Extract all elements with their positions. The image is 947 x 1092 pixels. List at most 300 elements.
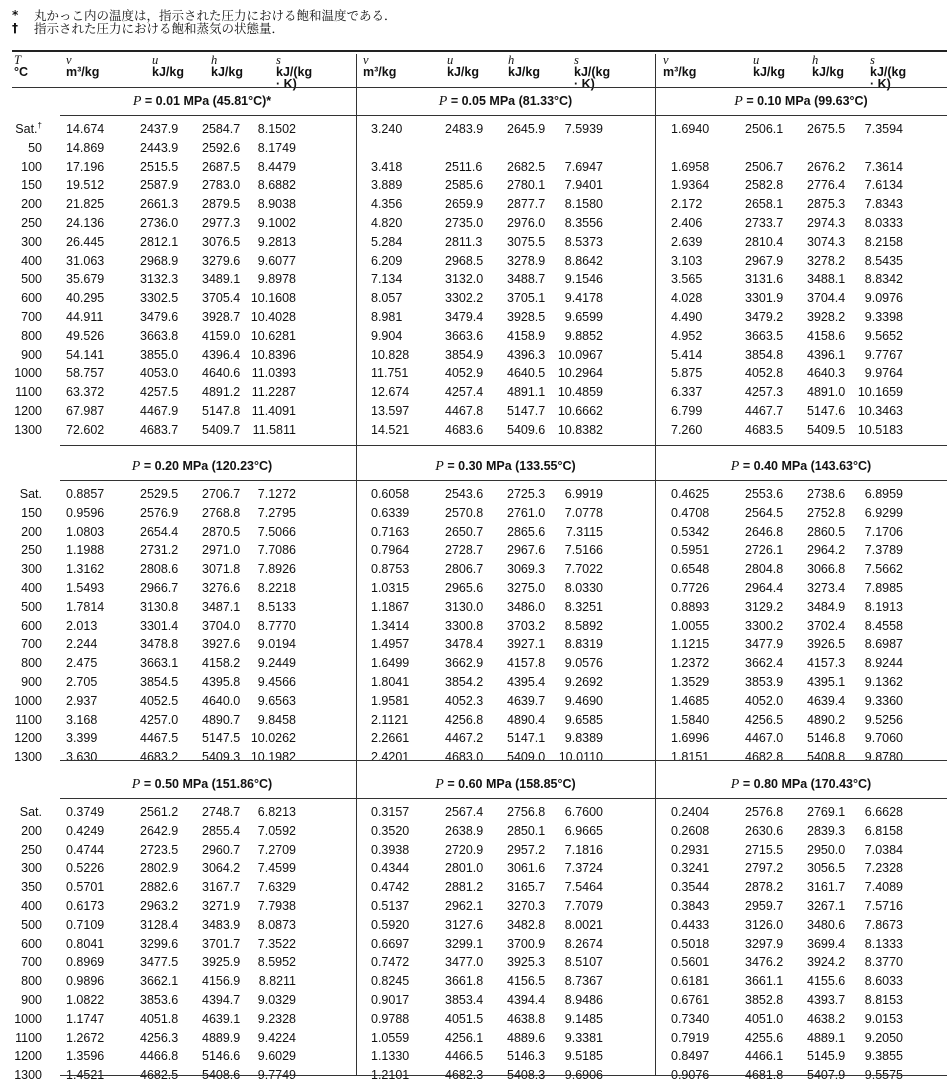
internal-energy-cell: 2630.6 <box>745 823 784 838</box>
specific-volume-cell: 0.6173 <box>66 899 105 913</box>
enthalpy-cell: 3488.7 <box>507 272 546 287</box>
entropy-cell: 6.8213 <box>257 805 296 819</box>
enthalpy-cell: 3926.5 <box>807 637 846 652</box>
enthalpy-cell: 3056.5 <box>807 861 846 876</box>
internal-energy-cell: 4466.8 <box>140 1049 179 1064</box>
specific-volume-cell: 0.4742 <box>371 880 410 895</box>
internal-energy-cell: 3479.2 <box>745 310 784 324</box>
internal-energy-cell: 2529.5 <box>140 487 179 501</box>
temperature-cell: 200 <box>21 197 42 212</box>
enthalpy-cell: 3165.7 <box>507 880 546 895</box>
entropy-cell: 8.1913 <box>864 599 903 614</box>
internal-energy-cell: 3132.3 <box>140 272 179 287</box>
enthalpy-cell: 4639.1 <box>202 1011 241 1026</box>
specific-volume-cell: 0.6697 <box>371 936 410 951</box>
specific-volume-cell: 2.172 <box>671 197 703 212</box>
table-row <box>0 953 947 971</box>
enthalpy-cell: 4157.8 <box>507 656 546 671</box>
specific-volume-cell: 14.869 <box>66 140 105 155</box>
header-entropy <box>870 54 906 90</box>
temperature-cell: 1200 <box>14 731 42 746</box>
block-bottom-rule <box>60 1075 947 1076</box>
specific-volume-cell: 0.7964 <box>371 543 410 558</box>
temperature-cell: 700 <box>21 637 42 652</box>
entropy-cell: 9.4690 <box>564 693 603 708</box>
entropy-cell: 10.0967 <box>557 347 603 362</box>
enthalpy-cell: 4156.5 <box>507 974 546 989</box>
pressure-symbol: P <box>131 777 141 792</box>
specific-volume-cell: 1.8041 <box>371 675 410 689</box>
entropy-cell: 9.3360 <box>864 693 903 708</box>
pressure-value: 0.60 MPa (158.85°C) <box>458 777 576 791</box>
internal-energy-cell: 4257.4 <box>445 385 484 400</box>
entropy-cell: 7.7079 <box>564 899 603 913</box>
entropy-cell: 8.9486 <box>564 993 603 1007</box>
specific-volume-cell: 2.1121 <box>371 712 409 727</box>
entropy-cell: 9.2449 <box>257 656 296 671</box>
entropy-cell: 6.9299 <box>864 505 903 520</box>
enthalpy-cell: 3482.8 <box>507 917 546 932</box>
internal-energy-cell: 2642.9 <box>140 823 179 838</box>
specific-volume-cell: 1.5493 <box>66 581 105 595</box>
entropy-cell: 9.2692 <box>564 675 603 689</box>
specific-volume-cell: 1.1330 <box>371 1049 410 1064</box>
specific-volume-cell: 2.4201 <box>371 750 410 765</box>
table-row <box>0 383 947 401</box>
enthalpy-cell: 4157.3 <box>807 656 846 671</box>
internal-energy-cell: 3853.6 <box>140 993 179 1007</box>
specific-volume-cell: 1.2372 <box>671 656 710 671</box>
enthalpy-cell: 3489.1 <box>202 272 241 287</box>
specific-volume-cell: 3.565 <box>671 272 703 287</box>
enthalpy-cell: 4395.4 <box>507 675 546 689</box>
enthalpy-cell: 2780.1 <box>507 178 546 193</box>
enthalpy-cell: 5409.0 <box>507 750 546 765</box>
enthalpy-cell: 2768.8 <box>202 505 241 520</box>
internal-energy-cell: 2553.6 <box>745 487 784 501</box>
pressure-symbol: P <box>435 777 444 792</box>
internal-energy-cell: 3302.2 <box>445 291 484 306</box>
entropy-cell: 7.1272 <box>257 487 296 501</box>
entropy-cell: 9.2328 <box>257 1011 296 1026</box>
table-row <box>0 176 947 194</box>
internal-energy-cell: 3853.4 <box>445 993 484 1007</box>
internal-energy-cell: 4683.5 <box>745 422 784 437</box>
internal-energy-cell: 4052.0 <box>745 693 784 708</box>
enthalpy-cell: 2974.3 <box>807 216 846 230</box>
specific-volume-cell: 1.1867 <box>371 599 410 614</box>
enthalpy-cell: 2870.5 <box>202 524 241 539</box>
entropy-cell: 9.0329 <box>257 993 296 1007</box>
enthalpy-cell: 5147.6 <box>807 404 846 418</box>
enthalpy-cell: 2875.3 <box>807 197 846 212</box>
specific-volume-cell: 0.6181 <box>671 974 710 989</box>
table-row <box>0 1047 947 1065</box>
equals-sign: = <box>447 777 455 791</box>
temperature-cell: 1300 <box>14 422 42 437</box>
specific-volume-cell: 17.196 <box>66 159 105 174</box>
specific-volume-cell: 0.4344 <box>371 861 410 876</box>
internal-energy-cell: 2731.2 <box>140 543 179 558</box>
enthalpy-cell: 4158.6 <box>807 328 846 343</box>
internal-energy-cell: 2966.7 <box>140 581 179 595</box>
internal-energy-cell: 2658.1 <box>745 197 784 212</box>
entropy-cell: 8.1502 <box>257 122 296 136</box>
internal-energy-cell: 2878.2 <box>745 880 784 895</box>
table-top-rule <box>12 50 947 52</box>
header-enthalpy <box>211 54 243 78</box>
enthalpy-cell: 2752.8 <box>807 505 846 520</box>
temperature-cell: 1100 <box>15 712 42 727</box>
header-symbol: v <box>363 53 369 67</box>
pressure-symbol: P <box>730 459 740 474</box>
entropy-cell: 7.4089 <box>864 880 903 895</box>
enthalpy-cell: 3275.0 <box>507 581 546 595</box>
temperature-cell: 50 <box>28 140 42 155</box>
header-enthalpy <box>508 54 540 78</box>
entropy-cell: 9.2050 <box>864 1030 903 1045</box>
dagger-mark: † <box>37 120 42 130</box>
temperature-cell: 900 <box>21 993 42 1007</box>
entropy-cell: 9.8458 <box>257 712 296 727</box>
pressure-symbol: P <box>438 94 448 109</box>
enthalpy-cell: 4638.8 <box>507 1011 546 1026</box>
enthalpy-cell: 5409.5 <box>807 422 846 437</box>
column-separator <box>655 445 656 772</box>
internal-energy-cell: 3663.8 <box>140 328 179 343</box>
internal-energy-cell: 4466.5 <box>445 1049 484 1064</box>
enthalpy-cell: 2967.6 <box>507 543 546 558</box>
entropy-cell: 9.6906 <box>564 1068 603 1083</box>
entropy-cell: 8.0021 <box>564 917 603 932</box>
enthalpy-cell: 4891.2 <box>202 385 241 400</box>
specific-volume-cell: 0.2931 <box>671 842 710 857</box>
temperature-cell: Sat. <box>19 805 42 819</box>
table-row <box>0 346 947 364</box>
enthalpy-cell: 4640.6 <box>202 366 241 381</box>
specific-volume-cell: 8.057 <box>371 291 403 306</box>
entropy-cell: 7.7938 <box>257 899 296 913</box>
table-row <box>0 523 947 541</box>
internal-energy-cell: 2959.7 <box>745 899 784 913</box>
internal-energy-cell: 2646.8 <box>745 524 784 539</box>
enthalpy-cell: 3484.9 <box>807 599 846 614</box>
pressure-title <box>655 775 947 793</box>
entropy-cell: 11.0393 <box>251 366 296 381</box>
internal-energy-cell: 3476.2 <box>745 955 784 970</box>
internal-energy-cell: 3854.2 <box>445 675 484 689</box>
entropy-cell: 8.8642 <box>564 253 603 268</box>
temperature-cell: 500 <box>21 599 42 614</box>
internal-energy-cell: 2963.2 <box>140 899 179 913</box>
internal-energy-cell: 4683.7 <box>140 422 179 437</box>
table-row <box>0 139 947 157</box>
entropy-cell: 9.5256 <box>864 712 903 727</box>
table-row <box>0 289 947 307</box>
specific-volume-cell: 4.490 <box>671 310 703 324</box>
enthalpy-cell: 2776.4 <box>807 178 846 193</box>
specific-volume-cell: 2.2661 <box>371 731 410 746</box>
enthalpy-cell: 5146.6 <box>202 1049 241 1064</box>
table-row <box>0 859 947 877</box>
header-unit: m³/kg <box>363 65 397 79</box>
specific-volume-cell: 0.7109 <box>66 917 105 932</box>
entropy-cell: 9.8780 <box>864 750 903 765</box>
enthalpy-cell: 2957.2 <box>507 842 546 857</box>
pressure-value: 0.50 MPa (151.86°C) <box>154 777 273 791</box>
table-row <box>0 541 947 559</box>
enthalpy-cell: 2676.2 <box>807 159 846 174</box>
pressure-value: 0.40 MPa (143.63°C) <box>753 459 872 473</box>
entropy-cell: 9.1002 <box>257 216 296 230</box>
specific-volume-cell: 0.3544 <box>671 880 710 895</box>
internal-energy-cell: 4257.0 <box>140 712 179 727</box>
internal-energy-cell: 4257.5 <box>140 385 179 400</box>
pressure-value: 0.10 MPa (99.63°C) <box>757 94 868 108</box>
internal-energy-cell: 3662.9 <box>445 656 484 671</box>
table-row <box>0 991 947 1009</box>
equals-sign: = <box>144 94 153 108</box>
internal-energy-cell: 3479.4 <box>445 310 484 324</box>
specific-volume-cell: 0.3241 <box>671 861 710 876</box>
table-row <box>0 598 947 616</box>
specific-volume-cell: 31.063 <box>66 253 105 268</box>
entropy-cell: 7.0384 <box>864 842 903 857</box>
temperature-cell: 100 <box>21 159 42 174</box>
entropy-cell: 10.0110 <box>558 750 603 765</box>
entropy-cell: 9.4566 <box>257 675 296 689</box>
entropy-cell: 7.2328 <box>864 861 903 876</box>
entropy-cell: 8.4558 <box>864 618 903 633</box>
specific-volume-cell: 1.4957 <box>371 637 410 652</box>
table-row <box>0 579 947 597</box>
specific-volume-cell: 1.3596 <box>66 1049 105 1064</box>
equals-sign: = <box>143 459 152 473</box>
header-symbol: u <box>753 53 760 67</box>
enthalpy-cell: 4891.0 <box>807 385 846 400</box>
internal-energy-cell: 4257.3 <box>745 385 784 400</box>
specific-volume-cell: 58.757 <box>66 366 105 381</box>
specific-volume-cell: 0.8245 <box>371 974 410 989</box>
entropy-cell: 8.2674 <box>564 936 603 951</box>
enthalpy-cell: 3076.5 <box>202 234 241 249</box>
entropy-cell: 8.3251 <box>564 599 603 614</box>
enthalpy-cell: 3927.1 <box>507 637 546 652</box>
internal-energy-cell: 2511.6 <box>445 159 483 174</box>
temperature-cell: 150 <box>21 178 42 193</box>
specific-volume-cell: 4.952 <box>671 328 703 343</box>
entropy-cell: 6.7600 <box>564 805 603 819</box>
entropy-cell: 9.6029 <box>257 1049 296 1064</box>
entropy-cell: 7.0778 <box>564 505 603 520</box>
header-symbol: u <box>447 53 454 67</box>
entropy-cell: 7.2709 <box>257 842 296 857</box>
enthalpy-cell: 5409.7 <box>202 422 241 437</box>
enthalpy-cell: 3278.2 <box>807 253 846 268</box>
internal-energy-cell: 3302.5 <box>140 291 179 306</box>
enthalpy-cell: 3271.9 <box>202 899 241 913</box>
temperature-cell: 800 <box>21 974 42 989</box>
entropy-cell: 9.5575 <box>864 1068 903 1083</box>
enthalpy-cell: 3061.6 <box>507 861 546 876</box>
entropy-cell: 8.7770 <box>257 618 296 633</box>
internal-energy-cell: 2720.9 <box>445 842 484 857</box>
header-unit: kJ/kg <box>152 65 184 79</box>
internal-energy-cell: 2506.7 <box>745 159 784 174</box>
specific-volume-cell: 0.9017 <box>371 993 410 1007</box>
enthalpy-cell: 4640.3 <box>807 366 846 381</box>
internal-energy-cell: 4682.5 <box>140 1068 179 1083</box>
internal-energy-cell: 3854.5 <box>140 675 179 689</box>
entropy-cell: 9.1485 <box>564 1011 603 1026</box>
entropy-cell: 7.2795 <box>257 505 296 520</box>
enthalpy-cell: 5147.1 <box>507 731 546 746</box>
entropy-cell: 8.6033 <box>864 974 903 989</box>
internal-energy-cell: 2968.5 <box>445 253 484 268</box>
specific-volume-cell: 0.9076 <box>671 1068 710 1083</box>
entropy-cell: 9.0576 <box>564 656 603 671</box>
temperature-cell: 900 <box>21 347 42 362</box>
header-entropy <box>574 54 610 90</box>
enthalpy-cell: 2675.5 <box>807 122 846 136</box>
entropy-cell: 9.0153 <box>864 1011 903 1026</box>
header-internal-energy <box>152 54 184 78</box>
internal-energy-cell: 3129.2 <box>745 599 784 614</box>
internal-energy-cell: 3661.1 <box>745 974 784 989</box>
specific-volume-cell: 0.7726 <box>671 581 710 595</box>
entropy-cell: 8.2218 <box>257 581 296 595</box>
specific-volume-cell: 6.209 <box>371 253 403 268</box>
specific-volume-cell: 7.134 <box>371 272 403 287</box>
enthalpy-cell: 3702.4 <box>807 618 846 633</box>
internal-energy-cell: 2968.9 <box>140 253 179 268</box>
column-separator <box>655 54 656 457</box>
entropy-cell: 10.1659 <box>857 385 903 400</box>
entropy-cell: 8.8319 <box>564 637 603 652</box>
entropy-cell: 10.6662 <box>557 404 603 418</box>
internal-energy-cell: 4256.5 <box>745 712 784 727</box>
entropy-cell: 9.4224 <box>257 1030 296 1045</box>
table-row <box>0 635 947 653</box>
internal-energy-cell: 2964.4 <box>745 581 784 595</box>
table-row <box>0 654 947 672</box>
entropy-cell: 8.9244 <box>864 656 903 671</box>
internal-energy-cell: 4683.2 <box>140 750 179 765</box>
specific-volume-cell: 2.639 <box>671 234 703 249</box>
entropy-cell: 8.0873 <box>257 917 296 932</box>
entropy-cell: 8.5373 <box>564 234 603 249</box>
table-row <box>0 120 947 138</box>
entropy-cell: 10.4028 <box>250 310 296 324</box>
header-symbol: s <box>574 53 579 67</box>
entropy-cell: 7.1816 <box>564 842 603 857</box>
enthalpy-cell: 3487.1 <box>202 599 241 614</box>
specific-volume-cell: 67.987 <box>66 404 105 418</box>
entropy-cell: 9.3398 <box>864 310 903 324</box>
pressure-symbol: P <box>435 459 444 474</box>
enthalpy-cell: 3927.6 <box>202 637 241 652</box>
entropy-cell: 9.5652 <box>864 328 903 343</box>
internal-energy-cell: 3478.4 <box>445 637 484 652</box>
header-unit: kJ/kg <box>447 65 479 79</box>
specific-volume-cell: 0.5018 <box>671 936 710 951</box>
internal-energy-cell: 2650.7 <box>445 524 484 539</box>
specific-volume-cell: 2.705 <box>66 675 98 689</box>
specific-volume-cell: 3.630 <box>66 750 98 765</box>
pressure-symbol: P <box>131 459 141 474</box>
entropy-cell: 10.8382 <box>557 422 603 437</box>
specific-volume-cell: 35.679 <box>66 272 105 287</box>
specific-volume-cell: 1.4521 <box>66 1068 105 1083</box>
pressure-title <box>655 457 947 475</box>
enthalpy-cell: 4396.1 <box>807 347 846 362</box>
table-row <box>0 485 947 503</box>
internal-energy-cell: 3299.1 <box>445 936 484 951</box>
internal-energy-cell: 2585.6 <box>445 178 484 193</box>
entropy-cell: 9.5185 <box>564 1049 603 1064</box>
table-row <box>0 421 947 439</box>
internal-energy-cell: 2965.6 <box>445 581 484 595</box>
specific-volume-cell: 0.4433 <box>671 917 710 932</box>
entropy-cell: 7.5939 <box>564 122 603 136</box>
enthalpy-cell: 2865.6 <box>507 524 546 539</box>
entropy-cell: 9.0194 <box>257 637 296 652</box>
equals-sign: = <box>447 459 455 473</box>
entropy-cell: 7.3789 <box>864 543 903 558</box>
enthalpy-cell: 3486.0 <box>507 599 546 614</box>
entropy-cell: 7.8985 <box>864 581 903 595</box>
enthalpy-cell: 4639.4 <box>807 693 846 708</box>
internal-energy-cell: 2515.5 <box>140 159 179 174</box>
enthalpy-cell: 3276.6 <box>202 581 241 595</box>
header-enthalpy <box>812 54 844 78</box>
entropy-cell: 8.2158 <box>864 234 903 249</box>
internal-energy-cell: 2437.9 <box>140 122 179 136</box>
internal-energy-cell: 3853.9 <box>745 675 784 689</box>
header-internal-energy <box>753 54 785 78</box>
internal-energy-cell: 3478.8 <box>140 637 179 652</box>
entropy-cell: 8.8211 <box>258 974 296 989</box>
header-unit: m³/kg <box>663 65 697 79</box>
specific-volume-cell: 1.6958 <box>671 159 710 174</box>
internal-energy-cell: 4467.8 <box>445 404 484 418</box>
entropy-cell: 8.5133 <box>257 599 296 614</box>
specific-volume-cell: 5.875 <box>671 366 703 381</box>
header-specific-volume <box>66 54 99 78</box>
temperature-cell: 1300 <box>14 1068 42 1083</box>
table-row <box>0 233 947 251</box>
entropy-cell: 9.1362 <box>864 675 903 689</box>
entropy-cell: 8.0333 <box>864 216 903 230</box>
specific-volume-cell: 14.521 <box>371 422 410 437</box>
enthalpy-cell: 4889.9 <box>202 1030 241 1045</box>
entropy-cell: 6.9665 <box>564 823 603 838</box>
internal-energy-cell: 3662.1 <box>140 974 179 989</box>
internal-energy-cell: 2797.2 <box>745 861 784 876</box>
enthalpy-cell: 2756.8 <box>507 805 546 819</box>
specific-volume-cell: 13.597 <box>371 404 410 418</box>
internal-energy-cell: 2726.1 <box>745 543 784 558</box>
internal-energy-cell: 4051.5 <box>445 1011 484 1026</box>
internal-energy-cell: 3854.9 <box>445 347 484 362</box>
table-row <box>0 878 947 896</box>
internal-energy-cell: 2811.3 <box>445 234 483 249</box>
pressure-value: 0.20 MPa (120.23°C) <box>154 459 273 473</box>
enthalpy-cell: 4890.7 <box>202 712 241 727</box>
internal-energy-cell: 2443.9 <box>140 140 179 155</box>
internal-energy-cell: 2882.6 <box>140 880 179 895</box>
internal-energy-cell: 3663.6 <box>445 328 484 343</box>
